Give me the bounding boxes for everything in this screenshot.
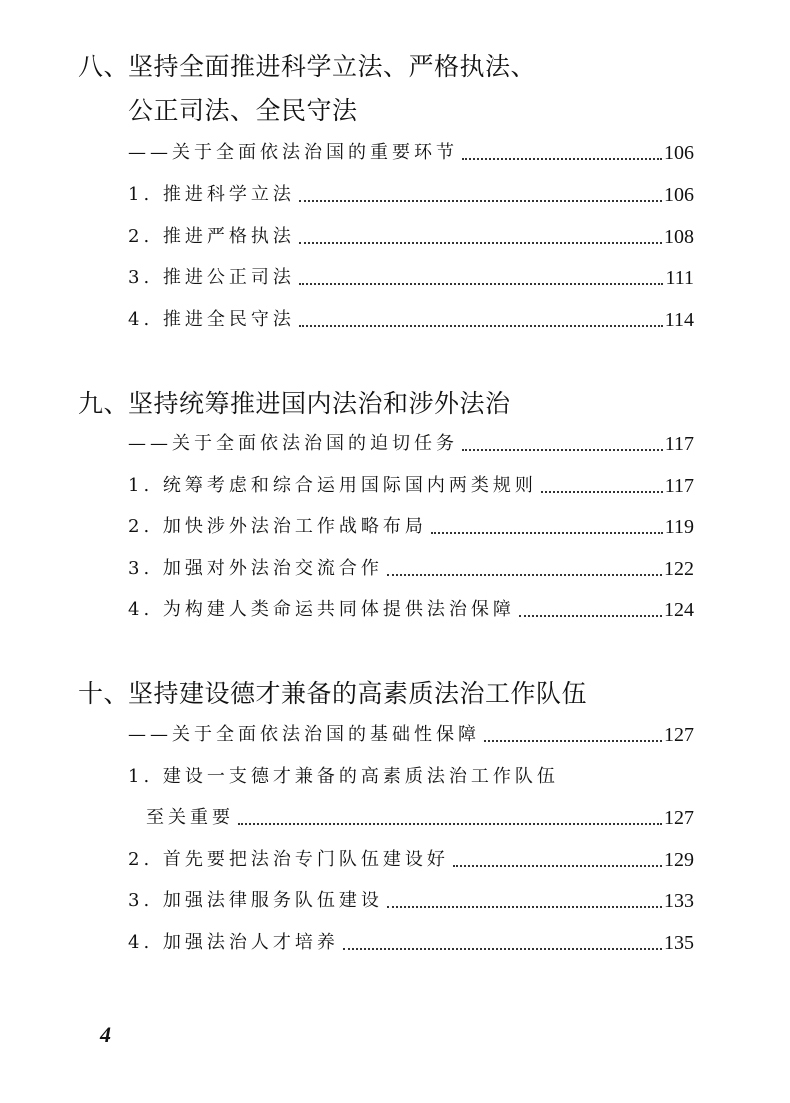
- page-number: 124: [664, 599, 694, 621]
- dot-leader: [462, 158, 662, 160]
- toc-entry[interactable]: [128, 182, 694, 208]
- toc-label: 1. 推进科学立法: [128, 184, 295, 205]
- page-number: 106: [664, 184, 694, 206]
- dot-leader: [462, 449, 663, 451]
- toc-entry-continuation[interactable]: [146, 805, 694, 831]
- chapter-title-text: 坚持全面推进科学立法、严格执法、: [128, 52, 537, 81]
- dot-leader: [387, 574, 662, 576]
- dot-leader: [431, 532, 663, 534]
- toc-label: 2. 推进严格执法: [128, 226, 295, 247]
- toc-label: 1. 建设一支德才兼备的高素质法治工作队伍: [128, 766, 559, 787]
- toc-entry[interactable]: [128, 888, 694, 914]
- toc-entry[interactable]: [128, 597, 694, 623]
- toc-entry[interactable]: [128, 307, 694, 333]
- page-number: 117: [664, 475, 694, 497]
- toc-label: ——关于全面依法治国的重要环节: [128, 142, 458, 163]
- dot-leader: [299, 242, 662, 244]
- dot-leader: [299, 325, 663, 327]
- page-number: 127: [664, 724, 694, 746]
- toc-subtitle[interactable]: [128, 431, 694, 457]
- page-number: 111: [665, 267, 694, 289]
- toc-label: 2. 首先要把法治专门队伍建设好: [128, 849, 449, 870]
- toc-label: ——关于全面依法治国的迫切任务: [128, 433, 458, 454]
- page-folio: 4: [100, 1022, 111, 1047]
- page-number: 106: [664, 142, 694, 164]
- page-number: 122: [664, 558, 694, 580]
- page-number: 114: [664, 309, 694, 331]
- page-number: 119: [664, 516, 694, 538]
- chapter-8-title: [78, 52, 536, 82]
- toc-label: 4. 推进全民守法: [128, 309, 295, 330]
- toc-label: 3. 推进公正司法: [128, 267, 295, 288]
- dot-leader: [299, 200, 662, 202]
- toc-entry[interactable]: [128, 473, 694, 499]
- page-number: 129: [664, 849, 694, 871]
- page-number: 135: [664, 932, 694, 954]
- toc-entry[interactable]: [128, 265, 694, 291]
- dot-leader: [541, 491, 663, 493]
- toc-label: 4. 加强法治人才培养: [128, 932, 339, 953]
- page-number: 117: [664, 433, 694, 455]
- toc-entry[interactable]: [128, 556, 694, 582]
- dot-leader: [299, 283, 664, 285]
- chapter-title-text: 坚持统筹推进国内法治和涉外法治: [128, 389, 511, 418]
- chapter-number: 十、: [78, 679, 130, 708]
- toc-label: 3. 加强对外法治交流合作: [128, 558, 383, 579]
- toc-entry[interactable]: [128, 514, 694, 540]
- page-number: 127: [664, 807, 694, 829]
- toc-label: 1. 统筹考虑和综合运用国际国内两类规则: [128, 475, 537, 496]
- toc-label: 3. 加强法律服务队伍建设: [128, 890, 383, 911]
- dot-leader: [343, 948, 662, 950]
- toc-label: 4. 为构建人类命运共同体提供法治保障: [128, 599, 515, 620]
- chapter-10-title: [78, 679, 587, 709]
- page-number: 108: [664, 226, 694, 248]
- page-number: 133: [664, 890, 694, 912]
- toc-subtitle[interactable]: [128, 140, 694, 166]
- toc-entry[interactable]: [128, 224, 694, 250]
- dot-leader: [453, 865, 662, 867]
- chapter-number: 八、: [78, 52, 130, 81]
- dot-leader: [238, 823, 662, 825]
- dot-leader: [387, 906, 662, 908]
- chapter-number: 九、: [78, 389, 130, 418]
- chapter-8-title-cont: 公正司法、全民守法: [128, 96, 358, 125]
- chapter-title-text: 坚持建设德才兼备的高素质法治工作队伍: [128, 679, 588, 708]
- toc-label: 2. 加快涉外法治工作战略布局: [128, 516, 427, 537]
- dot-leader: [484, 740, 662, 742]
- toc-entry[interactable]: [128, 847, 694, 873]
- toc-entry[interactable]: [128, 764, 694, 790]
- toc-label: 至关重要: [146, 807, 234, 828]
- toc-subtitle[interactable]: [128, 722, 694, 748]
- toc-entry[interactable]: [128, 930, 694, 956]
- chapter-9-title: [78, 389, 511, 419]
- dot-leader: [519, 615, 662, 617]
- toc-label: ——关于全面依法治国的基础性保障: [128, 724, 480, 745]
